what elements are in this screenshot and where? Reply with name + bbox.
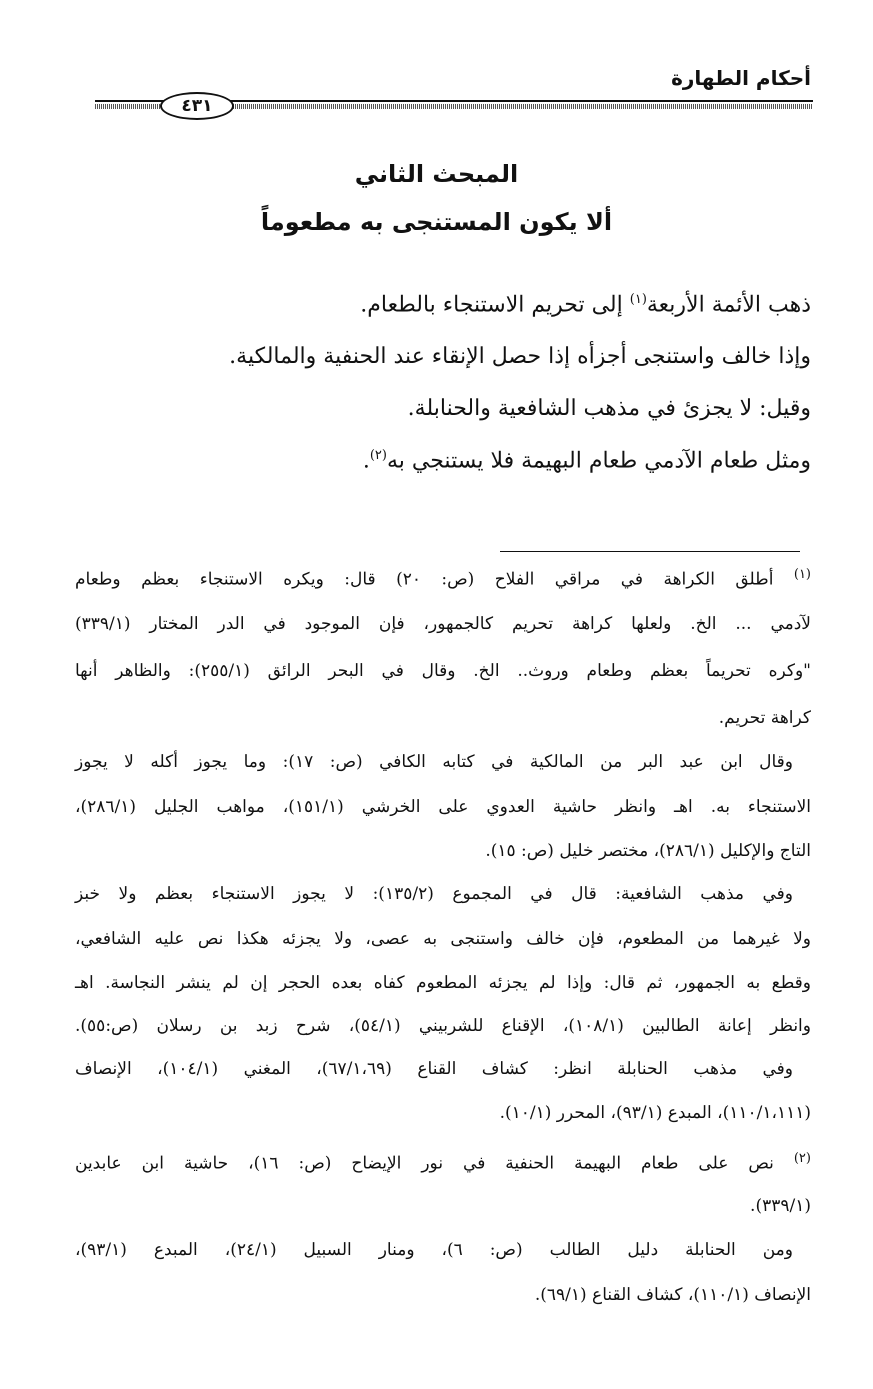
footnote-1-para-2-line-2: الاستنجاء به. اهـ وانظر حاشية العدوي على الخرشي (١٥١/١)، مواهب الجليل (٢٨٦/١)، xyxy=(75,797,811,817)
subject-heading: ألا يكون المستنجى به مطعوماً xyxy=(260,208,613,236)
body-text: ومثل طعام الآدمي طعام البهيمة فلا يستنجي به xyxy=(386,448,811,474)
body-text: . xyxy=(362,448,370,474)
footnote-separator xyxy=(500,551,800,552)
footnote-1-line-1 xyxy=(75,567,811,590)
section-heading: المبحث الثاني xyxy=(354,160,519,188)
footnote-2-marker: (٢) xyxy=(793,1151,811,1166)
footnote-ref-2[interactable]: (٢) xyxy=(369,448,387,463)
footnote-1-para-3-line-1: وفي مذهب الشافعية: قال في المجموع (١٣٥/٢): لا يجوز الاستنجاء بعظم ولا خبز xyxy=(75,884,794,904)
footnote-1-line-3: "وكره تحريماً بعظم وطعام وروث.. الخ. وقال في البحر الرائق (٢٥٥/١): والظاهر أنها xyxy=(75,661,811,681)
footnote-2-line-1 xyxy=(75,1151,811,1174)
footnote-2-para-2-line-1: ومن الحنابلة دليل الطالب (ص: ٦)، ومنار السبيل (٢٤/١)، المبدع (٩٣/١)، xyxy=(75,1240,793,1260)
body-line-3: وقيل: لا يجزئ في مذهب الشافعية والحنابلة. xyxy=(407,396,811,421)
body-line-4 xyxy=(363,448,811,473)
footnote-1-marker: (١) xyxy=(793,567,811,582)
footnote-2-line-2: (٣٣٩/١). xyxy=(750,1196,811,1216)
page-number-badge: ٤٣١ xyxy=(160,92,234,120)
footnote-1-para-2-line-1: وقال ابن عبد البر من المالكية في كتابه الكافي (ص: ١٧): وما يجوز أكله لا يجوز xyxy=(75,752,794,772)
running-header-title: أحكام الطهارة xyxy=(671,66,811,90)
footnote-1-para-3-line-4: وانظر إعانة الطالبين (١٠٨/١)، الإقناع للشربيني (٥٤/١)، شرح زبد بن رسلان (ص:٥٥). xyxy=(75,1016,811,1036)
body-text: إلى تحريم الاستنجاء بالطعام. xyxy=(360,292,630,318)
body-line-1 xyxy=(360,292,811,317)
footnote-1-para-2-line-3: التاج والإكليل (٢٨٦/١)، مختصر خليل (ص: ١٥). xyxy=(485,841,811,861)
footnote-1-para-4-line-1: وفي مذهب الحنابلة انظر: كشاف القناع (٦٧/١،٦٩)، المغني (١٠٤/١)، الإنصاف xyxy=(75,1059,793,1079)
footnote-1-para-3-line-2: ولا غيرهما من المطعوم، فإن خالف واستنجى به عصى، ولا يجزئه هكذا نص عليه الشافعي، xyxy=(75,929,811,949)
body-text: ذهب الأئمة الأربعة xyxy=(646,292,811,318)
footnote-text: نص على طعام البهيمة الحنفية في نور الإيضاح (ص: ١٦)، حاشية ابن عابدين xyxy=(75,1153,794,1174)
footnote-2-para-2-line-2: الإنصاف (١١٠/١)، كشاف القناع (٦٩/١). xyxy=(534,1285,811,1305)
footnote-text: أطلق الكراهة في مراقي الفلاح (ص: ٢٠) قال: ويكره الاستنجاء بعظم وطعام xyxy=(75,569,794,590)
footnote-1-line-2: لآدمي ... الخ. ولعلها كراهة تحريم كالجمهور، فإن الموجود في الدر المختار (٣٣٩/١) xyxy=(75,614,811,634)
footnote-1-line-4: كراهة تحريم. xyxy=(718,708,811,728)
body-line-2: وإذا خالف واستنجى أجزأه إذا حصل الإنقاء عند الحنفية والمالكية. xyxy=(229,344,811,369)
footnote-1-para-3-line-3: وقطع به الجمهور، ثم قال: وإذا لم يجزئه المطعوم كفاه بعده الحجر إن لم ينشر النجاسة. اهـ xyxy=(75,973,811,993)
footnote-1-para-4-line-2: (١١٠/١،١١١)، المبدع (٩٣/١)، المحرر (١٠/١). xyxy=(499,1103,811,1123)
footnote-ref-1[interactable]: (١) xyxy=(629,292,647,307)
